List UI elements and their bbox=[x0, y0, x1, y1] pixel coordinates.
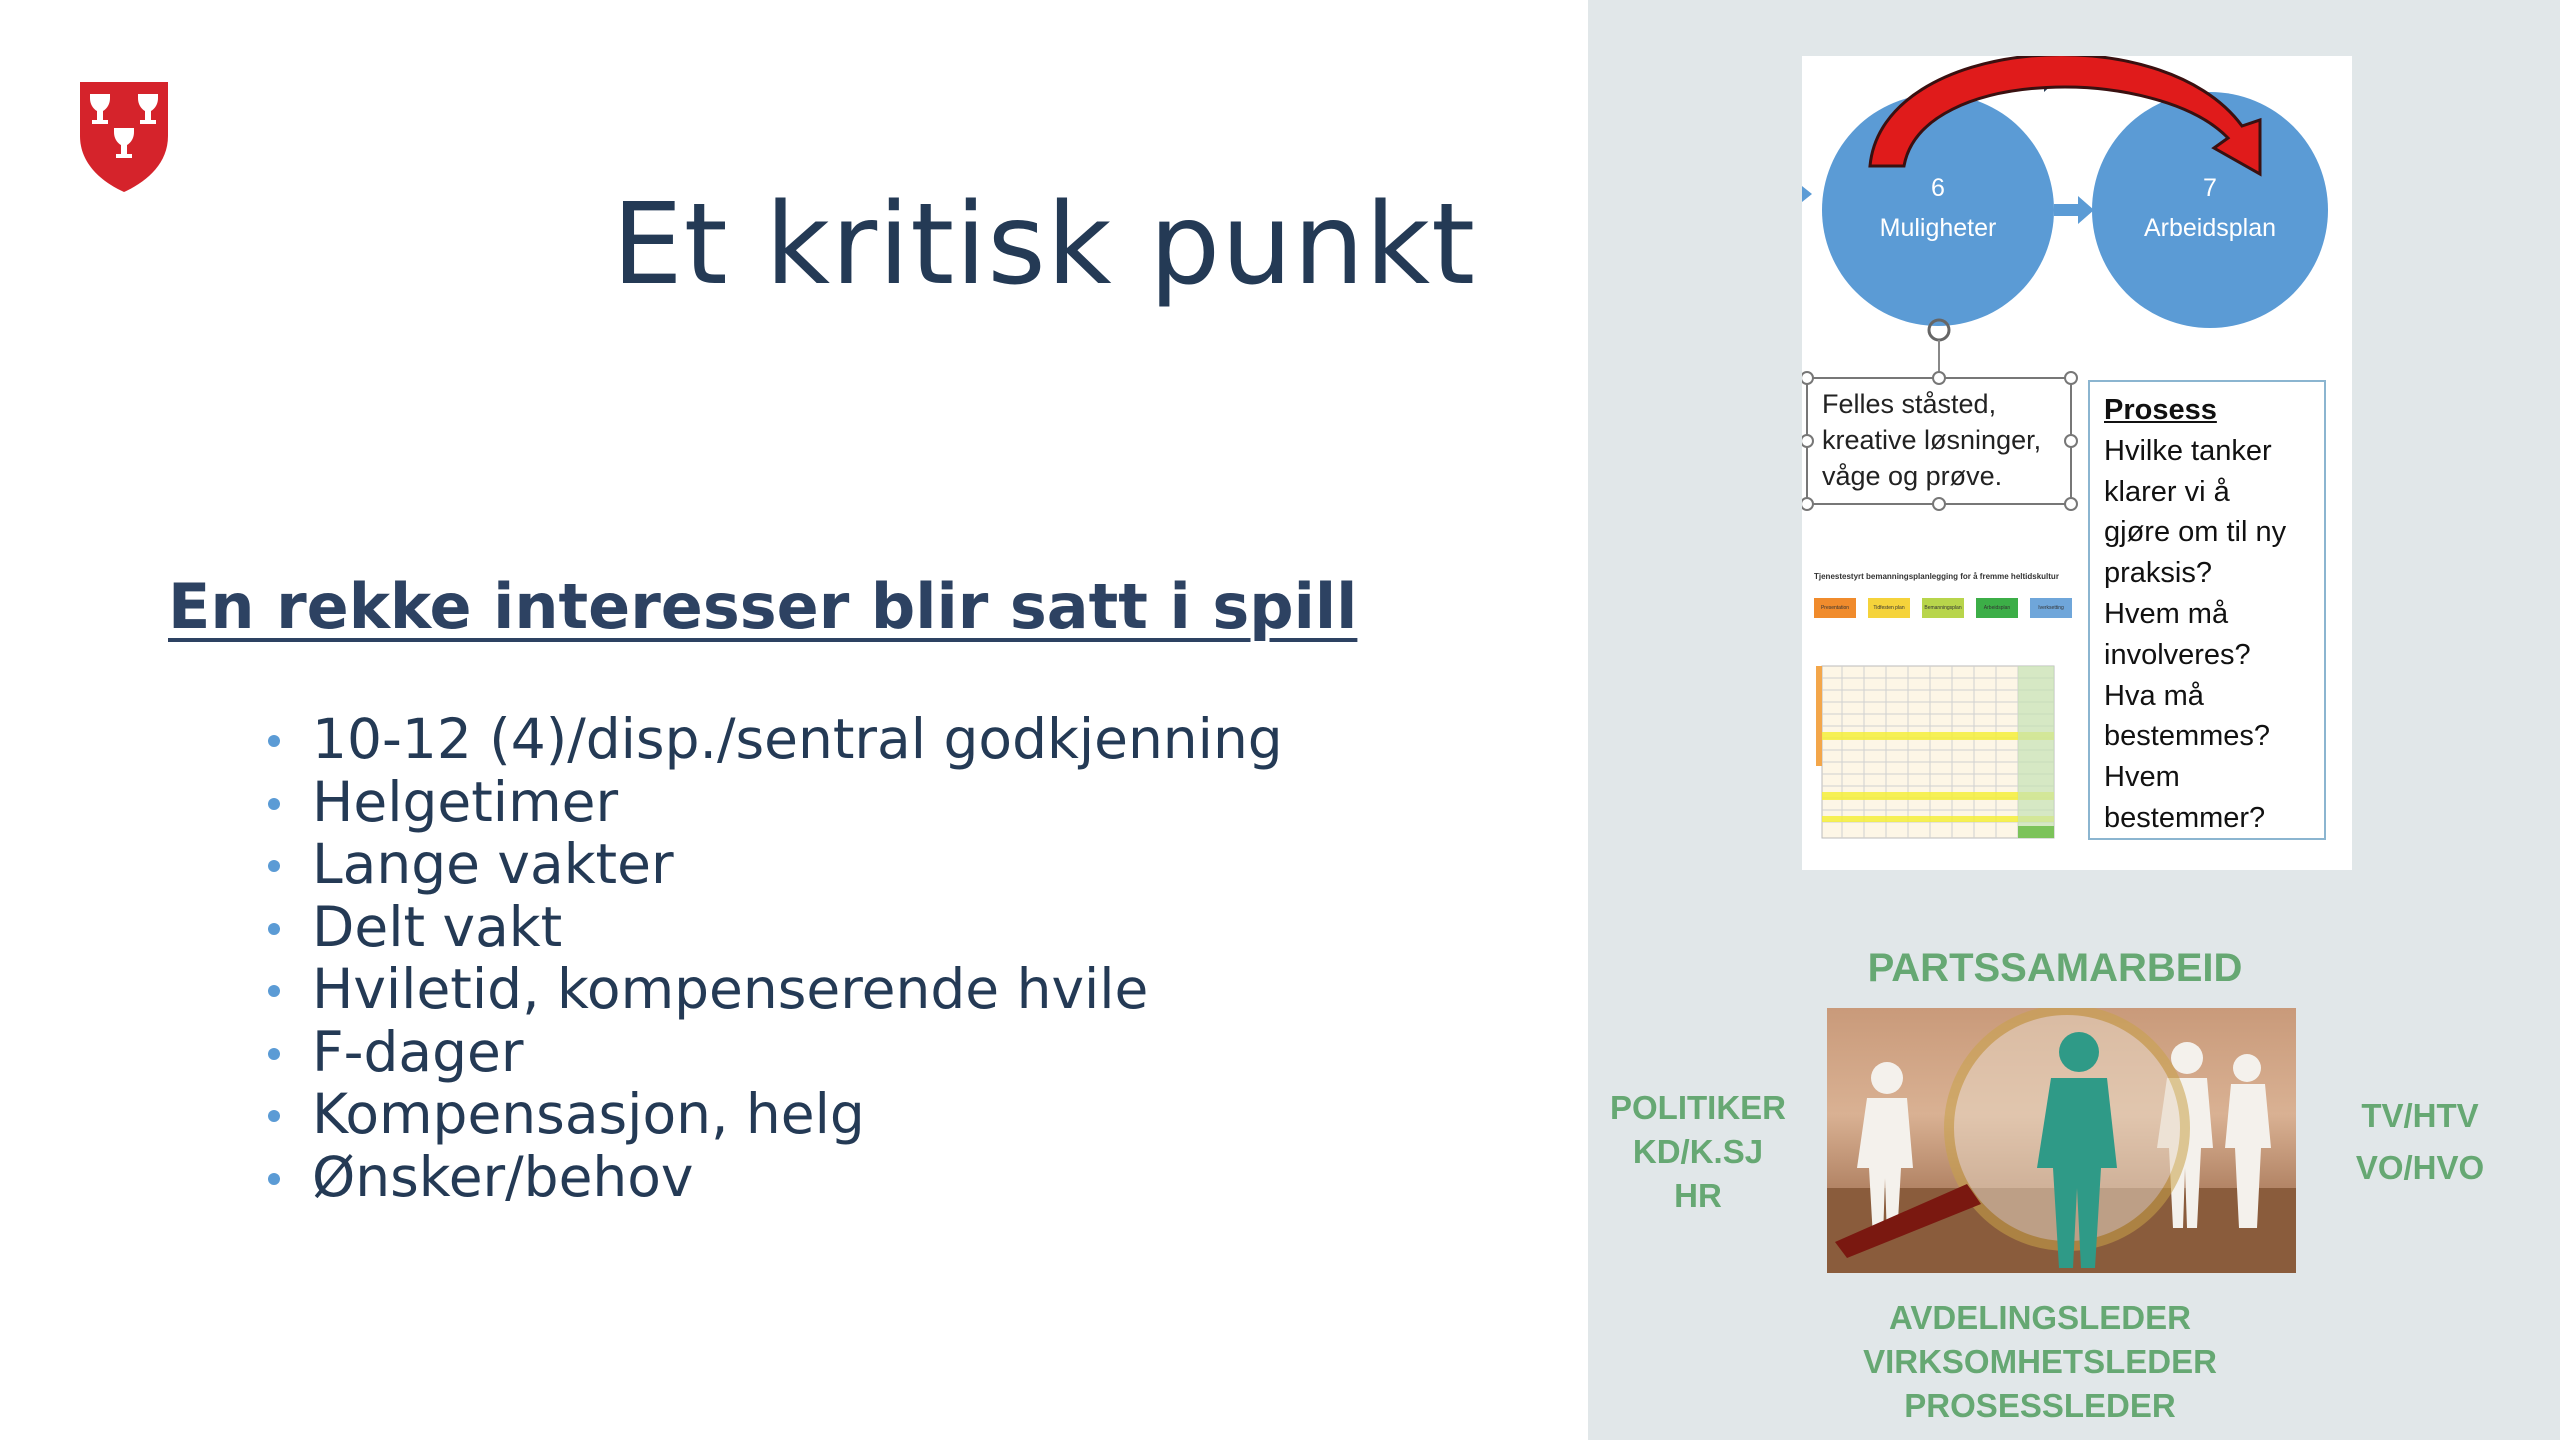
bullet-dot-icon bbox=[268, 1048, 280, 1060]
magnifying-glass-people-photo bbox=[1827, 1008, 2296, 1273]
prosess-box bbox=[2088, 380, 2326, 840]
list-item: Ønsker/behov bbox=[260, 1146, 1283, 1209]
prosess-questions: Hvilke tanker klarer vi å gjøre om til ny praksis? Hvem må involveres? Hva må bestemmes? Hvem bestemmer? bbox=[2104, 434, 2287, 834]
slide-title: Et kritisk punkt bbox=[612, 180, 1476, 310]
bullet-dot-icon bbox=[268, 923, 280, 935]
ledere-label: AVDELINGSLEDER VIRKSOMHETSLEDER PROSESSLEDER bbox=[1863, 1299, 2217, 1424]
mini-step-chip: Presentation bbox=[1814, 598, 1856, 618]
list-item: Kompensasjon, helg bbox=[260, 1083, 1283, 1146]
bullet-dot-icon bbox=[268, 798, 280, 810]
mini-step-chip: Iverksetting bbox=[2030, 598, 2072, 618]
slide-subheading: En rekke interesser blir satt i spill bbox=[168, 570, 1358, 643]
felles-text: Felles ståsted, kreative løsninger, våge og prøve. bbox=[1822, 389, 2042, 491]
prosess-title: Prosess bbox=[2104, 394, 2217, 426]
bullet-list bbox=[260, 708, 1283, 1208]
mini-step-chip: Bemanningsplan bbox=[1922, 598, 1964, 618]
step-6-label: 6 Muligheter bbox=[1879, 174, 1997, 242]
bullet-dot-icon bbox=[268, 735, 280, 747]
list-item: 10-12 (4)/disp./sentral godkjenning bbox=[260, 708, 1283, 771]
partssamarbeid-title: PARTSSAMARBEID bbox=[1867, 946, 2243, 990]
bullet-dot-icon bbox=[268, 1173, 280, 1185]
bullet-dot-icon bbox=[268, 860, 280, 872]
list-item: Lange vakter bbox=[260, 833, 1283, 896]
process-diagram-image bbox=[1802, 56, 2352, 870]
list-item: Hviletid, kompenserende hvile bbox=[260, 958, 1283, 1021]
list-item: F-dager bbox=[260, 1021, 1283, 1084]
bullet-dot-icon bbox=[268, 1110, 280, 1122]
tv-htv-label: TV/HTV VO/HVO bbox=[2355, 1097, 2485, 1186]
list-item: Helgetimer bbox=[260, 771, 1283, 834]
list-item: Delt vakt bbox=[260, 896, 1283, 959]
bullet-dot-icon bbox=[268, 985, 280, 997]
politiker-label: POLITIKER KD/K.SJ HR bbox=[1609, 1089, 1786, 1214]
mini-step-chip: Tidfesten plan bbox=[1868, 598, 1910, 618]
mini-step-chip: Arbeidsplan bbox=[1976, 598, 2018, 618]
coat-of-arms-icon bbox=[76, 78, 172, 194]
mini-chart-title: Tjenestestyrt bemanningsplanlegging for å fremme heltidskultur bbox=[1814, 572, 2059, 581]
step-7-label: 7 Arbeidsplan bbox=[2143, 174, 2277, 242]
